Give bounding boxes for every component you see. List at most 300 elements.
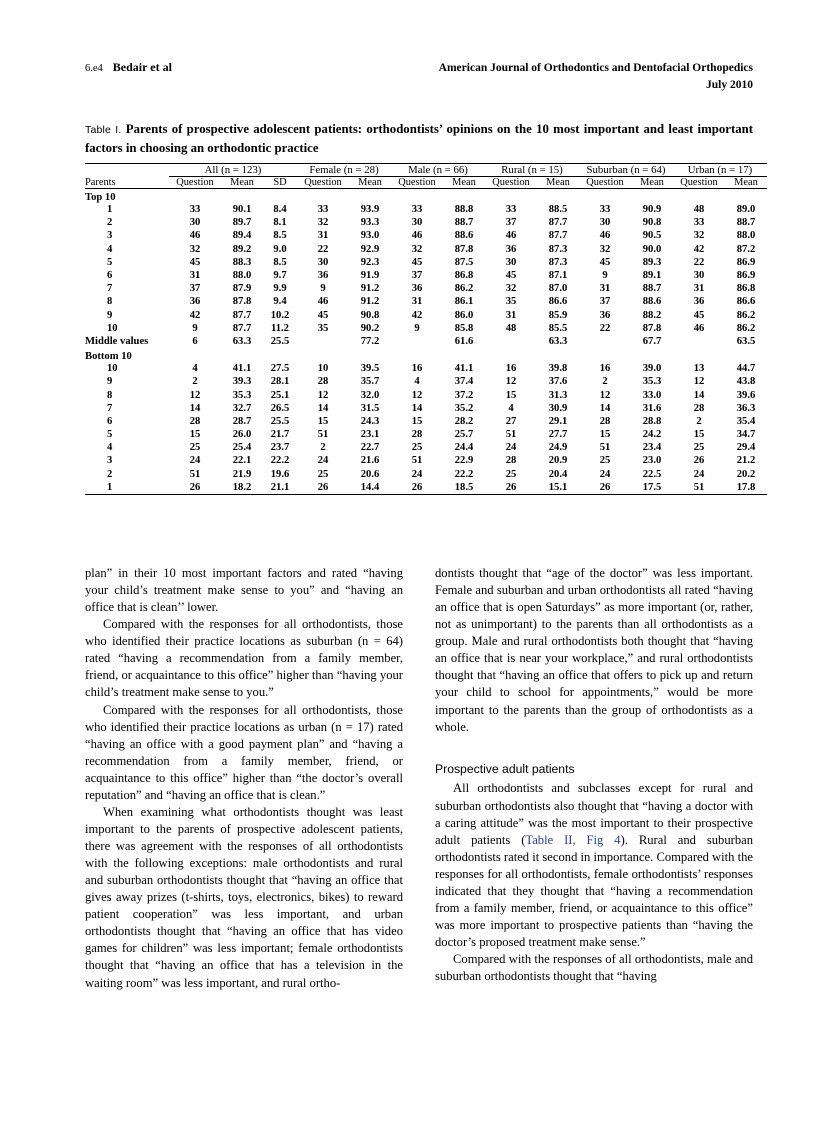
table-cell: 89.0 <box>736 204 756 216</box>
table-row-label: 10 <box>107 322 118 334</box>
group-header-all: All (n = 123) <box>169 164 297 177</box>
col-all-mean: Mean <box>230 177 254 188</box>
paragraph: dontists thought that “age of the doctor” was less important. Female and suburban and urban orthodontists all rated “having an office that is open Saturdays” as more important (or, rather, not as unimportant) to the parents than all orthodontists as a group. Male and rural orthodontists both thought that “having an office that is near your workplace,” and rural orthodontists thought that “having an office that offers to pick up and return your child to school for appointments,” would be more important to the parents than the group of orthodontists as a whole. <box>435 566 753 734</box>
table-cell: 8.4 <box>273 204 287 216</box>
table-cell: 14 <box>411 402 423 414</box>
paragraph: plan” in their 10 most important factors and rated “having your child’s treatment make sense to you” and “having an office that is clean’’ lower. <box>85 566 403 615</box>
table-cell: 90.2 <box>360 322 380 334</box>
table-cell: 46 <box>189 230 201 242</box>
table-cell: 86.8 <box>454 270 474 282</box>
table-cell: 31.3 <box>548 389 568 401</box>
table-section-heading-row <box>85 189 767 203</box>
table-cell: 46 <box>317 296 329 308</box>
table-row <box>85 282 767 295</box>
table-cell: 39.0 <box>642 363 662 375</box>
table-cell: 31.5 <box>360 402 380 414</box>
table-cell: 87.8 <box>232 296 252 308</box>
table-cell: 46 <box>505 230 517 242</box>
table-cell: 90.8 <box>642 217 662 229</box>
col-all-question: Question <box>176 177 214 188</box>
table-cell: 31 <box>599 283 611 295</box>
table-container <box>85 163 758 495</box>
table-cell: 86.0 <box>454 309 474 321</box>
paragraph: Compared with the responses for all orthodontists, those who identified their practice locations as suburban (n = 64) rated “having a recommendation from a family member, friend, or acquaintance to this office” higher than “having your child’s treatment make sense to you.” <box>85 617 403 700</box>
table-cell: 35 <box>505 296 517 308</box>
table-cell: 15.1 <box>548 481 568 493</box>
table-cell: 33 <box>411 204 423 216</box>
running-head <box>85 60 753 93</box>
section-subheading: Prospective adult patients <box>435 761 575 776</box>
table-cell: 2 <box>696 415 702 427</box>
table-row <box>85 203 767 216</box>
table-cell: 37 <box>411 270 423 282</box>
table-cell: 20.9 <box>548 455 568 467</box>
table-row-label: 4 <box>107 442 113 454</box>
table-cell: 36 <box>505 243 517 255</box>
table-cell: 15 <box>599 429 611 441</box>
table-cell: 31 <box>411 296 423 308</box>
table-cell: 30 <box>317 256 329 268</box>
table-row-label: 3 <box>107 455 113 467</box>
table-cell: 88.7 <box>642 283 662 295</box>
table-cell: 89.1 <box>642 270 662 282</box>
table-cell: 51 <box>317 429 329 441</box>
table-cell: 12 <box>693 376 705 388</box>
table-cell: 15 <box>411 415 423 427</box>
table-cell: 89.7 <box>232 217 252 229</box>
table-row <box>85 269 767 282</box>
table-cell: 32 <box>317 217 329 229</box>
table-cell: 26.0 <box>232 429 252 441</box>
table-section-heading-pad <box>169 348 767 362</box>
table-cell: 67.7 <box>642 335 662 347</box>
table-cell: 88.3 <box>232 256 252 268</box>
table-cell: 37.4 <box>454 376 474 388</box>
table-cell: 31 <box>189 270 201 282</box>
table-row <box>85 415 767 428</box>
table-cell: 21.1 <box>270 481 290 493</box>
table-row <box>85 402 767 415</box>
table-cell: 22 <box>599 322 611 334</box>
table-cell: 9 <box>192 322 198 334</box>
table-cell: 22.9 <box>454 455 474 467</box>
table-row-label: 9 <box>107 309 113 321</box>
table-row-label: 8 <box>107 296 113 308</box>
table-cell: 36.3 <box>736 402 756 414</box>
table-cell: 15 <box>317 415 329 427</box>
table-cell: 9 <box>414 322 420 334</box>
table-cell: 13 <box>693 363 705 375</box>
table-cell: 14 <box>693 389 705 401</box>
table-row-label: 2 <box>107 468 113 480</box>
table-cell: 87.5 <box>454 256 474 268</box>
table-cell: 45 <box>505 270 517 282</box>
table-cell: 9 <box>320 283 326 295</box>
table-cell: 15 <box>693 429 705 441</box>
table-row-label: 9 <box>107 376 113 388</box>
table-cell: 10 <box>317 363 329 375</box>
table-cell: 85.5 <box>548 322 568 334</box>
table-cell: 30 <box>189 217 201 229</box>
table-cell: 36 <box>411 283 423 295</box>
table-row <box>85 388 767 401</box>
table-cell: 91.2 <box>360 283 380 295</box>
table-cell: 26 <box>693 455 705 467</box>
table-caption <box>85 120 753 158</box>
body-text <box>85 565 753 992</box>
table-cell: 12 <box>505 376 517 388</box>
table-cell: 88.7 <box>736 217 756 229</box>
table-cell: 25 <box>505 468 517 480</box>
table-cell: 12 <box>189 389 201 401</box>
table-cell: 22.2 <box>270 455 290 467</box>
table-cell: 9.7 <box>273 270 287 282</box>
table-cell: 90.9 <box>642 204 662 216</box>
table-cell: 25.7 <box>454 429 474 441</box>
col-rural-mean: Mean <box>546 177 570 188</box>
running-head-authors: Bedair et al <box>112 60 172 74</box>
col-male-question: Question <box>398 177 436 188</box>
table-cell: 32 <box>411 243 423 255</box>
table-cell: 17.8 <box>736 481 756 493</box>
paragraph <box>435 780 753 951</box>
table-cell: 24 <box>411 468 423 480</box>
table-row-label: 4 <box>107 243 113 255</box>
table-group-header-row <box>85 164 767 177</box>
table-cell: 46 <box>693 322 705 334</box>
table-cell: 86.2 <box>736 309 756 321</box>
table-cell: 20.6 <box>360 468 380 480</box>
table-cell: 24.9 <box>548 442 568 454</box>
table-cell: 32 <box>189 243 201 255</box>
table-cell: 28 <box>505 455 517 467</box>
table-cell: 86.9 <box>736 270 756 282</box>
table-cell <box>673 335 725 348</box>
table-cell: 2 <box>192 376 198 388</box>
table-cell: 93.0 <box>360 230 380 242</box>
col-suburban-question: Question <box>586 177 624 188</box>
group-header-female: Female (n = 28) <box>297 164 391 177</box>
table-cell: 89.4 <box>232 230 252 242</box>
table-cell: 22.2 <box>454 468 474 480</box>
table-row <box>85 216 767 229</box>
table-label: Table I. <box>85 124 122 136</box>
group-header-suburban: Suburban (n = 64) <box>579 164 673 177</box>
table-cell: 87.3 <box>548 243 568 255</box>
table-cell: 33 <box>693 217 705 229</box>
table-cell: 31 <box>317 230 329 242</box>
col-urban-mean: Mean <box>734 177 758 188</box>
table-cell: 43.8 <box>736 376 756 388</box>
table-cell: 63.3 <box>232 335 252 347</box>
table-cell: 9.4 <box>273 296 287 308</box>
table-row-label: 7 <box>107 283 113 295</box>
table-cell: 23.0 <box>642 455 662 467</box>
issue-date: July 2010 <box>706 78 753 91</box>
table-subheader-row <box>85 177 767 189</box>
table-cell: 45 <box>693 309 705 321</box>
table-row-label: 1 <box>107 204 113 216</box>
table-section-heading: Bottom 10 <box>85 350 132 362</box>
table-cell: 14.4 <box>360 481 380 493</box>
table-row-label: 5 <box>107 256 113 268</box>
table-cell: 88.0 <box>232 270 252 282</box>
table-cell: 23.4 <box>642 442 662 454</box>
col-rural-question: Question <box>492 177 530 188</box>
table-row-label: Middle values <box>85 335 149 347</box>
table-cell: 51 <box>411 455 423 467</box>
table-cell: 24.2 <box>642 429 662 441</box>
table-rule-bottom <box>85 494 767 495</box>
table-cell: 39.6 <box>736 389 756 401</box>
table-cell: 41.1 <box>454 363 474 375</box>
table-cell: 33 <box>317 204 329 216</box>
table-cell: 27.5 <box>270 363 290 375</box>
table-cell: 88.2 <box>642 309 662 321</box>
col-female-mean: Mean <box>358 177 382 188</box>
table-cell: 87.7 <box>232 322 252 334</box>
table-row-label: 3 <box>107 230 113 242</box>
right-column <box>435 565 753 992</box>
table-cell: 48 <box>693 204 705 216</box>
col-female-question: Question <box>304 177 342 188</box>
table-cell: 28 <box>189 415 201 427</box>
table-cell: 28.7 <box>232 415 252 427</box>
parents-opinions-table <box>85 163 767 495</box>
table-cell: 28.2 <box>454 415 474 427</box>
table-cell: 16 <box>599 363 611 375</box>
table-cell: 33 <box>505 204 517 216</box>
table-cell: 35 <box>317 322 329 334</box>
table-cell: 46 <box>411 230 423 242</box>
table-cell: 9.9 <box>273 283 287 295</box>
group-header-spacer <box>85 164 169 177</box>
table-cell: 86.6 <box>736 296 756 308</box>
table-title: Parents of prospective adolescent patients: orthodontists’ opinions on the 10 most important and least important factors in choosing an orthodontic practice <box>85 122 754 155</box>
table-cell: 87.2 <box>736 243 756 255</box>
table-cell: 4 <box>414 376 420 388</box>
table-cell: 20.4 <box>548 468 568 480</box>
table-cell: 24.3 <box>360 415 380 427</box>
table-cell: 27.7 <box>548 429 568 441</box>
table-cell: 25 <box>189 442 201 454</box>
table-section-heading-pad <box>169 189 767 203</box>
table-row <box>85 309 767 322</box>
table-cell: 14 <box>317 402 329 414</box>
paragraph: When examining what orthodontists thought was least important to the parents of prospective adolescent patients, there was agreement with the responses of all orthodontists with the following exceptions: male orthodontists and rural and suburban orthodontists thought that “having an office that gives away prizes (t-shirts, toys, electronics, bikes) to reward patient cooperation” was less important, and urban orthodontists thought that “having an office that has video games for children” was less important; female orthodontists thought that “having an office that has a television in the waiting room” was less important, and rural ortho- <box>85 804 403 990</box>
table-cell: 48 <box>505 322 517 334</box>
table-cell: 93.3 <box>360 217 380 229</box>
table-cell: 90.8 <box>360 309 380 321</box>
col-all-sd: SD <box>273 177 287 188</box>
group-header-urban: Urban (n = 17) <box>673 164 767 177</box>
table-cell: 24 <box>317 455 329 467</box>
table-cell: 39.5 <box>360 363 380 375</box>
paragraph-text-a: All orthodontists and subclasses except for rural and suburban orthodontists also thought that “having a doctor with a caring attitude” was the most important to their prospective adult patients ( <box>435 781 753 847</box>
table-cell: 2 <box>320 442 326 454</box>
table-cell: 26 <box>599 481 611 493</box>
table-cell: 87.7 <box>548 217 568 229</box>
table-cell: 22.5 <box>642 468 662 480</box>
col-suburban-mean: Mean <box>640 177 664 188</box>
table-row <box>85 335 767 348</box>
table-cell: 9.0 <box>273 243 287 255</box>
group-header-male: Male (n = 66) <box>391 164 485 177</box>
table-cell: 86.2 <box>736 322 756 334</box>
table-cell: 87.9 <box>232 283 252 295</box>
table-cell: 4 <box>192 363 198 375</box>
table-cell: 26 <box>317 481 329 493</box>
cross-reference-link[interactable]: Table II, Fig 4 <box>525 832 621 847</box>
table-cell: 32.0 <box>360 389 380 401</box>
table-cell: 6 <box>192 335 198 347</box>
table-cell <box>485 335 537 348</box>
table-row-label: 5 <box>107 429 113 441</box>
table-cell: 91.2 <box>360 296 380 308</box>
table-cell: 22.1 <box>232 455 252 467</box>
table-cell: 25 <box>411 442 423 454</box>
table-cell: 26 <box>189 481 201 493</box>
col-urban-question: Question <box>680 177 718 188</box>
table-cell: 42 <box>189 309 201 321</box>
table-cell: 35.3 <box>232 389 252 401</box>
table-row-label: 1 <box>107 481 113 493</box>
table-cell: 25.5 <box>270 335 290 347</box>
table-cell: 86.8 <box>736 283 756 295</box>
table-cell: 36 <box>189 296 201 308</box>
table-cell: 17.5 <box>642 481 662 493</box>
left-column <box>85 565 403 992</box>
table-cell: 85.8 <box>454 322 474 334</box>
table-cell: 44.7 <box>736 363 756 375</box>
table-cell: 45 <box>317 309 329 321</box>
table-cell: 16 <box>505 363 517 375</box>
table-cell: 21.6 <box>360 455 380 467</box>
table-cell: 15 <box>189 429 201 441</box>
table-cell: 87.1 <box>548 270 568 282</box>
table-row <box>85 441 767 454</box>
table-cell: 37.2 <box>454 389 474 401</box>
table-cell: 8.5 <box>273 230 287 242</box>
table-cell: 36 <box>599 309 611 321</box>
group-header-rural: Rural (n = 15) <box>485 164 579 177</box>
table-cell: 30 <box>411 217 423 229</box>
table-cell: 21.2 <box>736 455 756 467</box>
table-cell: 61.6 <box>454 335 474 347</box>
table-cell: 2 <box>602 376 608 388</box>
table-cell: 31 <box>505 309 517 321</box>
table-cell: 25.4 <box>232 442 252 454</box>
table-cell: 39.8 <box>548 363 568 375</box>
table-cell: 14 <box>189 402 201 414</box>
table-cell: 90.0 <box>642 243 662 255</box>
table-row <box>85 375 767 388</box>
table-cell: 25.1 <box>270 389 290 401</box>
table-cell: 63.3 <box>548 335 568 347</box>
table-cell: 22.7 <box>360 442 380 454</box>
table-cell: 88.8 <box>454 204 474 216</box>
table-cell: 87.8 <box>642 322 662 334</box>
table-row <box>85 481 767 495</box>
table-cell: 28 <box>317 376 329 388</box>
table-cell: 89.3 <box>642 256 662 268</box>
table-cell: 92.3 <box>360 256 380 268</box>
row-header-label: Parents <box>85 177 116 188</box>
table-cell: 35.2 <box>454 402 474 414</box>
table-cell: 89.2 <box>232 243 252 255</box>
table-cell: 88.0 <box>736 230 756 242</box>
table-cell: 33.0 <box>642 389 662 401</box>
table-cell: 24 <box>693 468 705 480</box>
table-cell: 90.1 <box>232 204 252 216</box>
table-cell: 25 <box>317 468 329 480</box>
table-section-heading-row <box>85 348 767 362</box>
table-cell: 22 <box>317 243 329 255</box>
table-cell <box>297 335 349 348</box>
table-cell: 86.1 <box>454 296 474 308</box>
table-cell: 77.2 <box>360 335 380 347</box>
table-cell: 11.2 <box>271 322 289 334</box>
table-row <box>85 322 767 335</box>
table-cell: 34.7 <box>736 429 756 441</box>
table-cell: 88.6 <box>642 296 662 308</box>
table-cell: 51 <box>693 481 705 493</box>
table-cell: 35.7 <box>360 376 380 388</box>
table-cell: 29.4 <box>736 442 756 454</box>
table-cell: 23.1 <box>360 429 380 441</box>
table-row-label: 7 <box>107 402 113 414</box>
paragraph-text-b: ). Rural and suburban orthodontists rated it second in importance. Compared with the responses for all orthodontists, female orthodontists’ responses indicated that they thought that “having a recommendation from a family member, friend, or acquaintance to this office” was more important to prospective patients than “having the doctor’s proposed treatment make sense.” <box>435 832 754 950</box>
table-cell: 30 <box>599 217 611 229</box>
table-row-label: 6 <box>107 415 113 427</box>
table-cell: 88.6 <box>454 230 474 242</box>
table-cell: 25 <box>599 455 611 467</box>
table-cell: 32.7 <box>232 402 252 414</box>
table-cell: 39.3 <box>232 376 252 388</box>
table-cell: 20.2 <box>736 468 756 480</box>
table-cell: 90.5 <box>642 230 662 242</box>
table-cell: 10.2 <box>270 309 290 321</box>
journal-name: American Journal of Orthodontics and Dentofacial Orthopedics <box>438 62 753 74</box>
table-row <box>85 256 767 269</box>
table-cell: 32 <box>505 283 517 295</box>
table-cell: 31 <box>693 283 705 295</box>
table-cell: 37 <box>505 217 517 229</box>
table-cell: 45 <box>599 256 611 268</box>
table-cell: 18.5 <box>454 481 474 493</box>
table-cell: 85.9 <box>548 309 568 321</box>
paragraph: Compared with the responses of all orthodontists, male and suburban orthodontists thought that “having <box>435 952 753 984</box>
table-row-label: 8 <box>107 389 113 401</box>
table-cell: 32 <box>599 243 611 255</box>
table-row <box>85 243 767 256</box>
table-cell: 86.6 <box>548 296 568 308</box>
table-cell: 42 <box>411 309 423 321</box>
table-cell: 51 <box>505 429 517 441</box>
col-male-mean: Mean <box>452 177 476 188</box>
table-cell: 88.5 <box>548 204 568 216</box>
table-cell: 93.9 <box>360 204 380 216</box>
table-cell: 46 <box>599 230 611 242</box>
table-cell: 87.3 <box>548 256 568 268</box>
table-cell: 9 <box>602 270 608 282</box>
table-cell: 36 <box>693 296 705 308</box>
table-cell: 8.5 <box>273 256 287 268</box>
page-folio: 6.e4 <box>85 63 103 74</box>
table-cell: 19.6 <box>270 468 290 480</box>
table-cell: 24 <box>505 442 517 454</box>
table-cell: 45 <box>189 256 201 268</box>
